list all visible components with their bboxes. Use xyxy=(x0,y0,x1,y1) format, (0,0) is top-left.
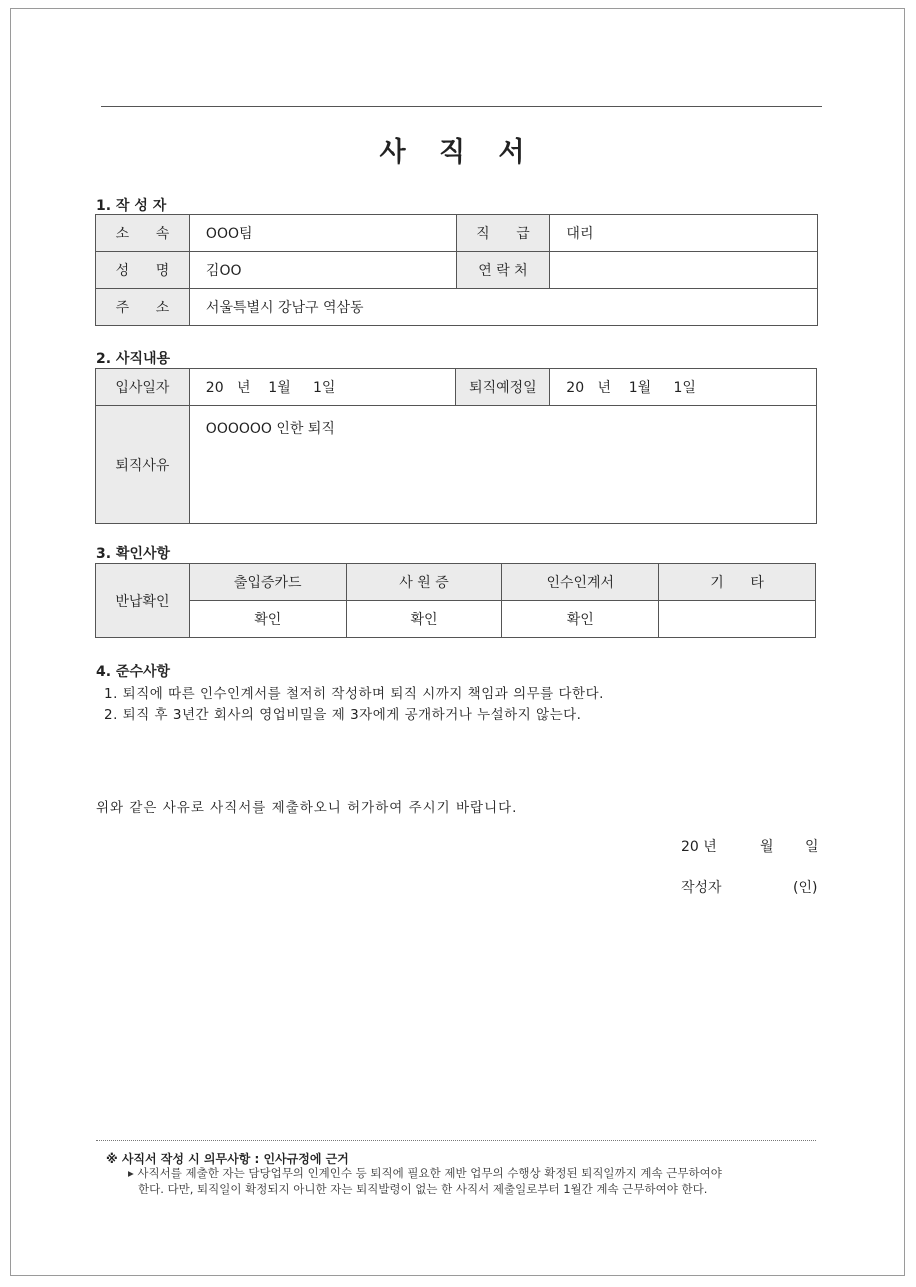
note-body xyxy=(128,1165,818,1197)
note-divider xyxy=(96,1140,816,1141)
confirm-header: 출입증카드 xyxy=(189,564,346,601)
name-label: 성 명 xyxy=(96,252,190,289)
contact-label: 연 락 처 xyxy=(456,252,550,289)
leave-date-value: 20 년 1월 1일 xyxy=(550,369,817,406)
confirm-value: 확인 xyxy=(346,601,502,638)
join-date-label: 입사일자 xyxy=(96,369,190,406)
confirm-table xyxy=(95,563,816,638)
address-label: 주 소 xyxy=(96,289,190,326)
date-year: 20 년 xyxy=(681,839,717,855)
rank-value: 대리 xyxy=(550,215,818,252)
confirm-value: 확인 xyxy=(502,601,659,638)
comply-item: 1. 퇴직에 따른 인수인계서를 철저히 작성하며 퇴직 시까지 책임과 의무를 다한다. xyxy=(104,686,604,702)
dept-value: OOO팀 xyxy=(189,215,456,252)
section-confirm-heading: 3. 확인사항 xyxy=(96,546,171,562)
section-writer-heading: 1. 작 성 자 xyxy=(96,198,167,214)
section-comply-heading: 4. 준수사항 xyxy=(96,664,171,680)
confirm-value xyxy=(659,601,816,638)
content-table xyxy=(95,368,817,524)
seal-mark: (인) xyxy=(793,880,818,896)
writer-sign-label: 작성자 xyxy=(681,880,722,896)
confirm-header: 기 타 xyxy=(659,564,816,601)
dept-label: 소 속 xyxy=(96,215,190,252)
confirm-header: 인수인계서 xyxy=(502,564,659,601)
name-value: 김OO xyxy=(189,252,456,289)
comply-item: 2. 퇴직 후 3년간 회사의 영업비밀을 제 3자에게 공개하거나 누설하지 않는다. xyxy=(104,707,582,723)
note-title: ※ 사직서 작성 시 의무사항 : 인사규정에 근거 xyxy=(106,1152,349,1166)
writer-table xyxy=(95,214,818,326)
note-line: 한다. 다만, 퇴직일이 확정되지 아니한 자는 퇴직발령이 없는 한 사직서 제출일로부터 1월간 계속 근무하여야 한다. xyxy=(138,1182,708,1196)
confirm-header: 사 원 증 xyxy=(346,564,502,601)
join-date-value: 20 년 1월 1일 xyxy=(189,369,456,406)
return-check-label: 반납확인 xyxy=(96,564,190,638)
document-title: 사 직 서 xyxy=(379,137,537,168)
note-line: ▸ 사직서를 제출한 자는 담당업무의 인계인수 등 퇴직에 필요한 제반 업무의 수행상 확정된 퇴직일까지 계속 근무하여야 xyxy=(128,1166,722,1180)
date-month: 월 xyxy=(760,839,774,855)
rank-label: 직 급 xyxy=(456,215,550,252)
reason-value: OOOOOO 인한 퇴직 xyxy=(189,406,816,524)
section-content-heading: 2. 사직내용 xyxy=(96,351,171,367)
contact-value xyxy=(550,252,818,289)
statement: 위와 같은 사유로 사직서를 제출하오니 허가하여 주시기 바랍니다. xyxy=(96,800,518,816)
date-day: 일 xyxy=(805,839,819,855)
leave-date-label: 퇴직예정일 xyxy=(456,369,550,406)
address-value: 서울특별시 강남구 역삼동 xyxy=(189,289,817,326)
reason-label: 퇴직사유 xyxy=(96,406,190,524)
top-rule xyxy=(101,106,822,107)
confirm-value: 확인 xyxy=(189,601,346,638)
